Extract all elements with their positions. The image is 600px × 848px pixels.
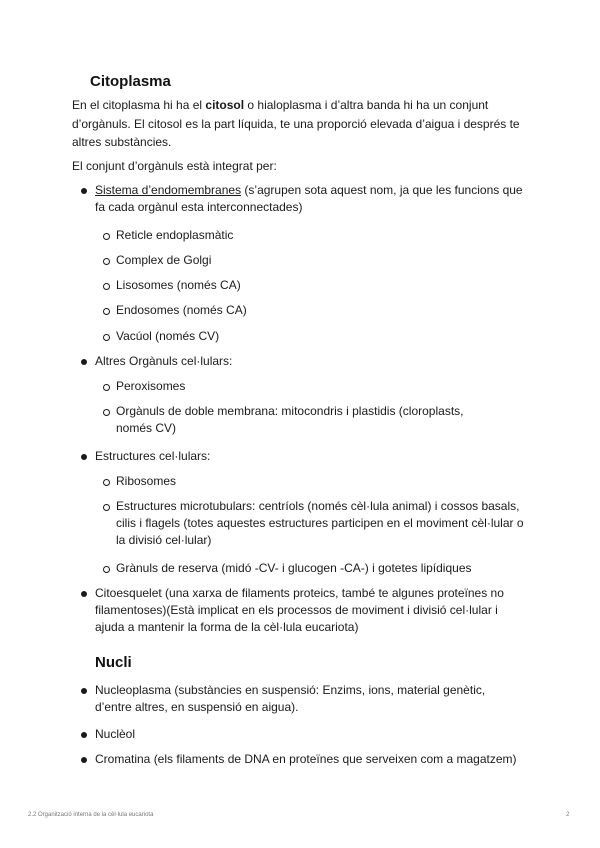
sub-item: Orgànuls de doble membrana: mitocondris i plastidis (cloroplasts, només CV) (116, 404, 464, 435)
endomembranes-link[interactable]: Sistema d’endomembranes (95, 183, 242, 197)
bullet-circle (103, 409, 110, 416)
footer-page-number: 2 (566, 812, 570, 818)
heading-citoplasma: Citoplasma (90, 73, 171, 90)
heading-nucli: Nucli (95, 654, 132, 671)
bullet-disc (81, 591, 87, 597)
bullet-circle (103, 258, 110, 265)
list-item-nucleol: Nuclèol (95, 727, 136, 741)
footer-chapter-title: 2.2 Organització interna de la cèl·lula eucariota (28, 812, 154, 818)
bullet-disc (81, 454, 87, 460)
list-item-altres-organuls: Altres Orgànuls cel·lulars: (95, 354, 233, 368)
sub-item: Grànuls de reserva (midó -CV- i glucogen -CA-) i gotetes lipídiques (116, 561, 472, 575)
sub-item: Ribosomes (116, 474, 177, 488)
bullet-circle (103, 384, 110, 391)
sub-item: Lisosomes (només CA) (116, 278, 241, 292)
lead-paragraph: El conjunt d’orgànuls està integrat per: (72, 159, 277, 173)
bullet-circle (103, 283, 110, 290)
bullet-circle (103, 504, 110, 511)
sub-item: Endosomes (només CA) (116, 303, 247, 317)
bullet-circle (103, 308, 110, 315)
bullet-circle (103, 566, 110, 573)
list-item-nucleoplasma: Nucleoplasma (substàncies en suspensió: Enzims, ions, material genètic, d’entre altres, en suspensió en aigua). (95, 683, 486, 714)
bullet-disc (81, 688, 87, 694)
bullet-disc (81, 188, 87, 194)
list-item-estructures: Estructures cel·lulars: (95, 449, 211, 463)
bullet-circle (103, 479, 110, 486)
bullet-disc (81, 732, 87, 738)
intro-text-after: o hialoplasma i d’altra banda hi ha un conjunt d’orgànuls. El citosol es la part líquida, te una proporció elevada d’aigua i després te altres substàncies. (72, 98, 520, 149)
list-item-endomembranes (95, 182, 535, 216)
endomembranes-desc: (s’agrupen sota aquest nom, ja que les funcions que fa cada orgànul esta interconnectades) (95, 183, 523, 214)
sub-item: Complex de Golgi (116, 253, 212, 267)
list-item-cromatina: Cromatina (els filaments de DNA en proteïnes que serveixen com a magatzem) (95, 752, 517, 766)
bullet-circle (103, 233, 110, 240)
sub-item: Estructures microtubulars: centríols (només cèl·lula animal) i cossos basals, cilis i flagels (totes aquestes estructures participen en el moviment cèl·lular o la divisió cel·lular) (116, 499, 524, 547)
list-item-citoesquelet: Citoesquelet (una xarxa de filaments proteics, també te algunes proteïnes no filamentoses)(Està implicat en els processos de moviment i divisió cel·lular i ajuda a mantenir la forma de la cèl·lula eucariota) (95, 586, 504, 634)
bullet-disc (81, 359, 87, 365)
intro-text-before: En el citoplasma hi ha el (72, 98, 206, 112)
sub-item: Peroxisomes (116, 379, 186, 393)
sub-item: Reticle endoplasmàtic (116, 228, 234, 242)
intro-paragraph (72, 96, 537, 152)
sub-item: Vacúol (només CV) (116, 329, 220, 343)
bullet-circle (103, 334, 110, 341)
bullet-disc (81, 757, 87, 763)
intro-bold-citosol: citosol (205, 98, 245, 112)
